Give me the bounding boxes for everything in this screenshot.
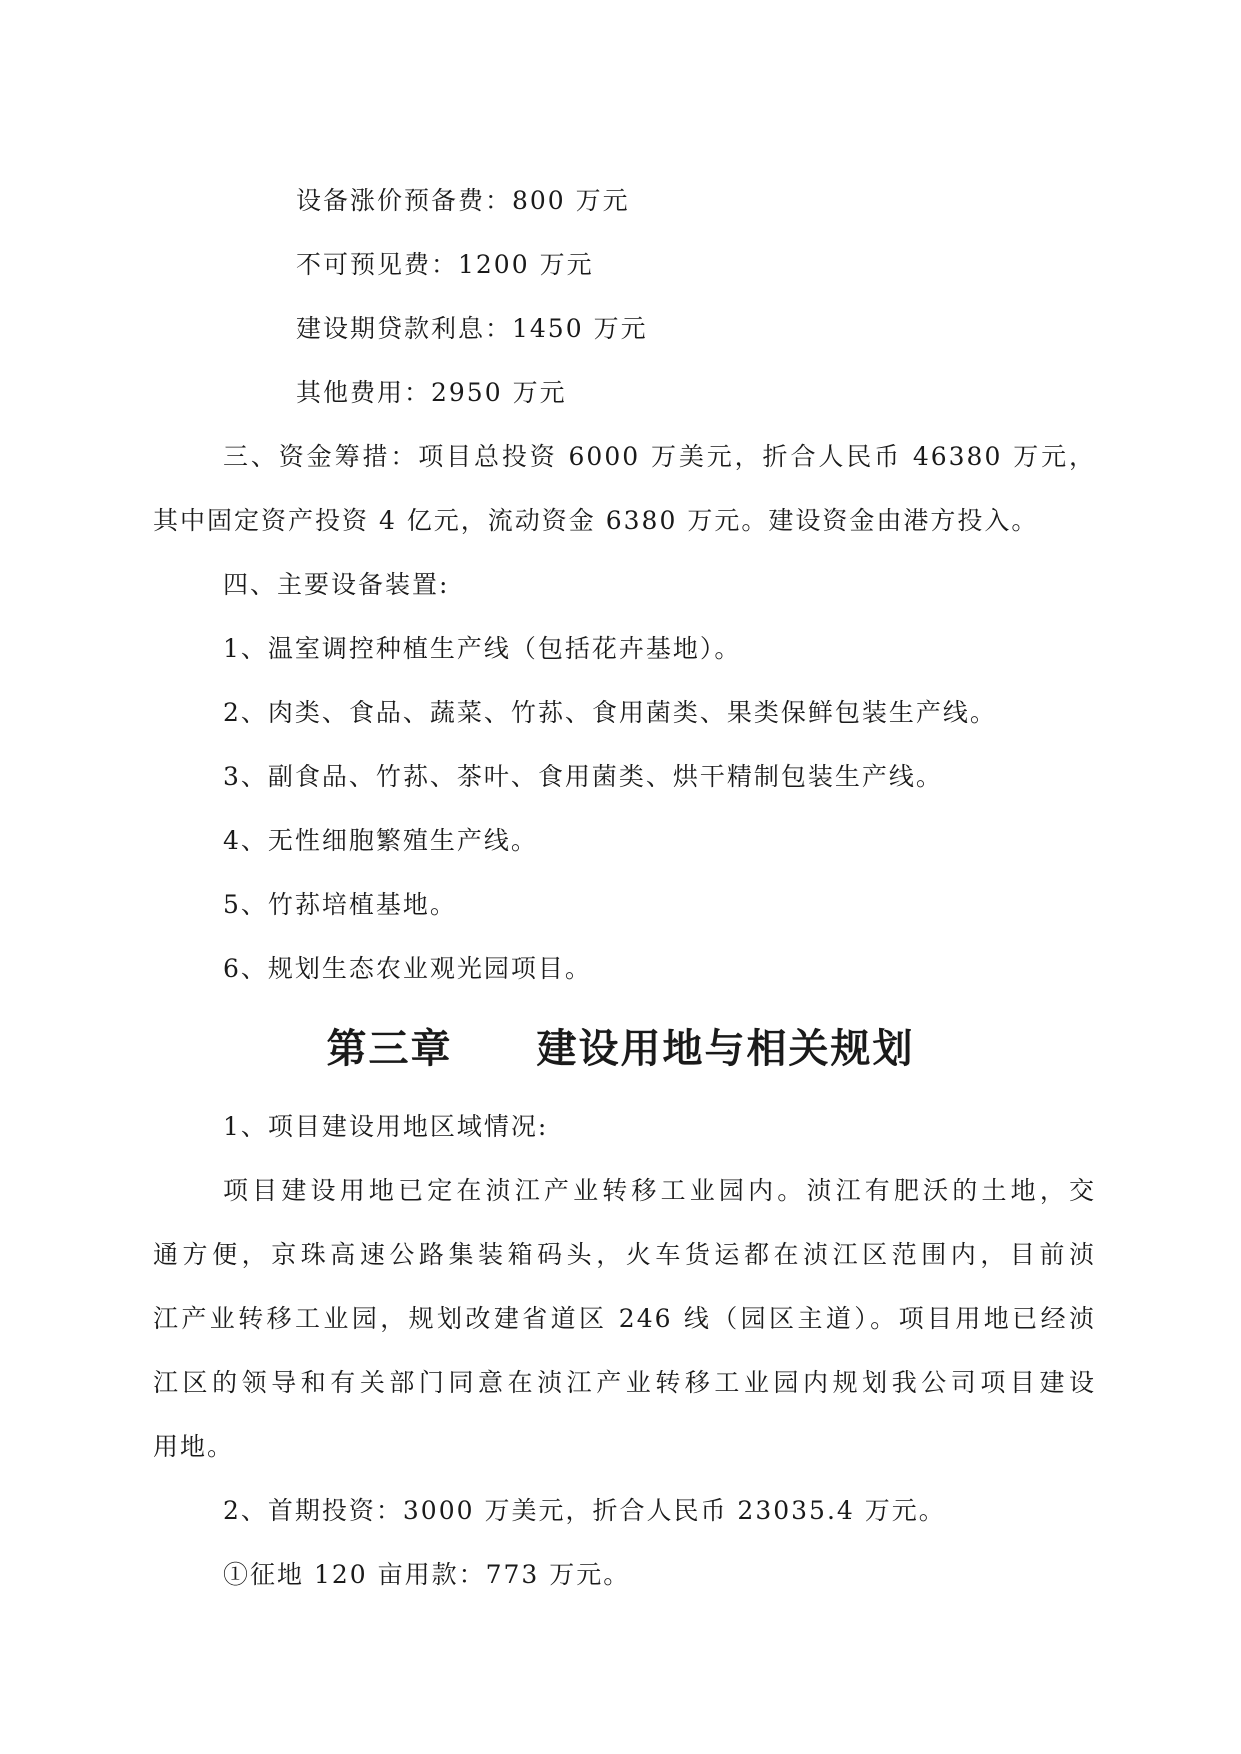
cost-item-contingency: 不可预见费：1200 万元 xyxy=(296,250,594,279)
equipment-item-4: 4、无性细胞繁殖生产线。 xyxy=(223,826,538,855)
equipment-heading: 四、主要设备装置: xyxy=(223,570,450,599)
first-phase-heading: 2、首期投资：3000 万美元，折合人民币 23035.4 万元。 xyxy=(223,1496,946,1525)
equipment-item-2: 2、肉类、食品、蔬菜、竹荪、食用菌类、果类保鲜包装生产线。 xyxy=(223,698,997,727)
land-heading: 1、项目建设用地区域情况: xyxy=(223,1112,549,1141)
land-paragraph-line-1: 项目建设用地已定在浈江产业转移工业园内。浈江有肥沃的土地，交 xyxy=(223,1176,1096,1205)
funding-paragraph-line-1: 三、资金筹措：项目总投资 6000 万美元，折合人民币 46380 万元， xyxy=(223,442,1096,471)
funding-paragraph-line-2: 其中固定资产投资 4 亿元，流动资金 6380 万元。建设资金由港方投入。 xyxy=(153,506,1039,535)
land-paragraph-line-5: 用地。 xyxy=(153,1432,235,1461)
land-paragraph-line-3: 江产业转移工业园，规划改建省道区 246 线（园区主道）。项目用地已经浈 xyxy=(153,1304,1096,1333)
equipment-item-1: 1、温室调控种植生产线（包括花卉基地）。 xyxy=(223,634,742,663)
chapter-title: 第三章 建设用地与相关规划 xyxy=(326,1026,915,1072)
equipment-item-6: 6、规划生态农业观光园项目。 xyxy=(223,954,592,983)
equipment-item-3: 3、副食品、竹荪、茶叶、食用菌类、烘干精制包装生产线。 xyxy=(223,762,943,791)
cost-item-other: 其他费用：2950 万元 xyxy=(296,378,567,407)
cost-item-equipment-price-reserve: 设备涨价预备费：800 万元 xyxy=(296,186,630,215)
first-phase-item-1: ①征地 120 亩用款：773 万元。 xyxy=(223,1560,631,1589)
cost-item-loan-interest: 建设期贷款利息：1450 万元 xyxy=(296,314,648,343)
land-paragraph-line-4: 江区的领导和有关部门同意在浈江产业转移工业园内规划我公司项目建设 xyxy=(153,1368,1096,1397)
land-paragraph-line-2: 通方便，京珠高速公路集装箱码头，火车货运都在浈江区范围内，目前浈 xyxy=(153,1240,1096,1269)
equipment-item-5: 5、竹荪培植基地。 xyxy=(223,890,457,919)
